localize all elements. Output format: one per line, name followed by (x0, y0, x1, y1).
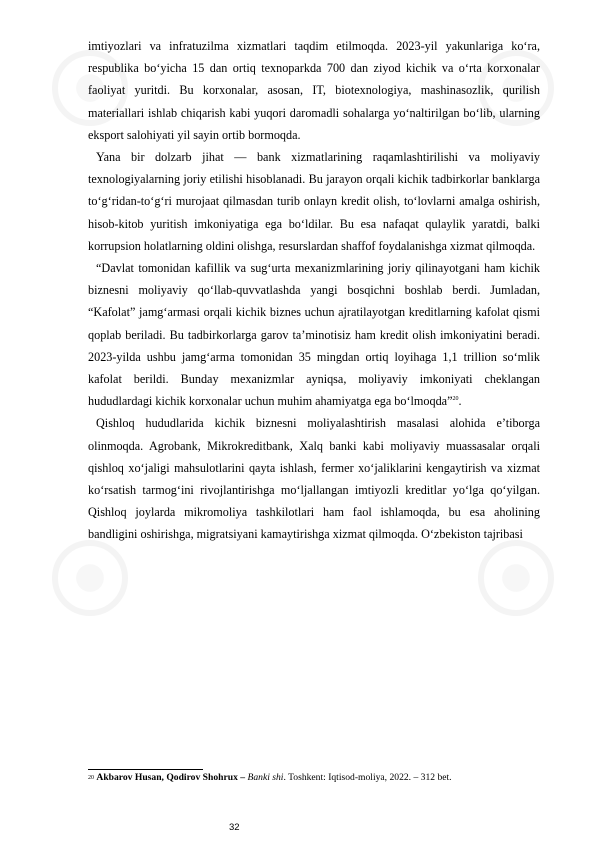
body-text (88, 35, 540, 546)
page-number: 32 (229, 822, 240, 833)
footnote-authors: Akbarov Husan, Qodirov Shohrux – (96, 772, 246, 783)
watermark-seal (478, 540, 554, 616)
paragraph-3: “Davlat tomonidan kafillik va sug‘urta mexanizmlarining joriy qilinayotgani ham kichik biznesni moliyaviy qo‘llab-quvvatlashda yangi bosqichni boshlab berdi. Jumladan, “Kafolat” jamg‘armasi orqali kichik biznes uchun ajratilayotgan kreditlarning kafolat qismi qoplab beriladi. Bu tadbirkorlarga garov ta’minotisiz ham kredit olish imkoniyatini beradi. 2023-yilda ushbu jamg‘arma tomonidan 35 mingdan ortiq loyihaga 1,1 trillion so‘mlik kafolat berildi. Bunday mexanizmlar ayniqsa, moliyaviy imkoniyati cheklangan hududlardagi kichik korxonalar uchun muhim ahamiyatga ega bo‘lmoqda”$^{20}$. (88, 261, 540, 409)
footnote-title: Banki shi (247, 772, 284, 783)
watermark-seal (52, 540, 128, 616)
footnote-number: 20 (88, 775, 94, 781)
paragraph-1: imtiyozlari va infratuzilma xizmatlari taqdim etilmoqda. 2023-yil yakunlariga ko‘ra, respublika bo‘yicha 15 dan ortiq texnoparkda 700 dan ziyod kichik va o‘rta korxonalar faoliyat yuritdi. Bu korxonalar, asosan, IT, biotexnologiya, mashinasozlik, qurilish materiallari ishlab chiqarish kabi yuqori daromadli sohalarga yo‘naltirilgan bo‘lib, ularning eksport salohiyati yil sayin ortib bormoqda. (88, 39, 540, 142)
paragraph-3-text: “Davlat tomonidan kafillik va sug‘urta mexanizmlarining joriy qilinayotgani ham kichik biznesni moliyaviy qo‘llab-quvvatlashda yangi bosqichni boshlab berdi. Jumladan, “Kafolat” jamg‘armasi orqali kichik biznes uchun ajratilayotgan kreditlarning kafolat qismi qoplab beriladi. Bu tadbirkorlarga garov ta’minotisiz ham kredit olish imkoniyatini beradi. 2023-yilda ushbu jamg‘arma tomonidan 35 mingdan ortiq loyihaga 1,1 trillion so‘mlik kafolat berildi. Bunday mexanizmlar ayniqsa, moliyaviy imkoniyati cheklangan hududlardagi kichik korxonalar uchun muhim ahamiyatga ega bo‘lmoqda” (88, 261, 540, 409)
footnote-reference[interactable]: 20 (452, 396, 459, 403)
footnote-publication: . Toshkent: Iqtisod-moliya, 2022. – 312 bet. (283, 772, 452, 783)
paragraph-4: Qishloq hududlarida kichik biznesni moliyalashtirish masalasi alohida e’tiborga olinmoqda. Agrobank, Mikrokreditbank, Xalq banki kabi moliyaviy muassasalar orqali qishloq xo‘jaligi mahsulotlarini qayta ishlash, fermer xo‘jaliklarini kengaytirish va xizmat ko‘rsatish tarmog‘ini rivojlantirishga mo‘ljallangan imtiyozli kreditlar yo‘lga qo‘yilgan. Qishloq joylarda mikromoliya tashkilotlari ham faol ishlamoqda, bu esa aholining bandligini oshirishga, migratsiyani kamaytirishga xizmat qilmoqda. O‘zbekiston tajribasi (88, 416, 540, 542)
footnote-separator (88, 769, 203, 770)
footnote (88, 772, 540, 785)
paragraph-2: Yana bir dolzarb jihat — bank xizmatlarining raqamlashtirilishi va moliyaviy texnologiyalarning joriy etilishi hisoblanadi. Bu jarayon orqali kichik tadbirkorlar banklarga to‘g‘ridan-to‘g‘ri murojaat qilmasdan turib onlayn kredit olish, to‘lovlarni amalga oshirish, hisob-kitob yuritish imkoniyatiga ega bo‘ldilar. Bu esa nafaqat qulaylik yaratdi, balki korrupsion holatlarning oldini olishga, resurslardan shaffof foydalanishga xizmat qilmoqda. (88, 150, 540, 253)
